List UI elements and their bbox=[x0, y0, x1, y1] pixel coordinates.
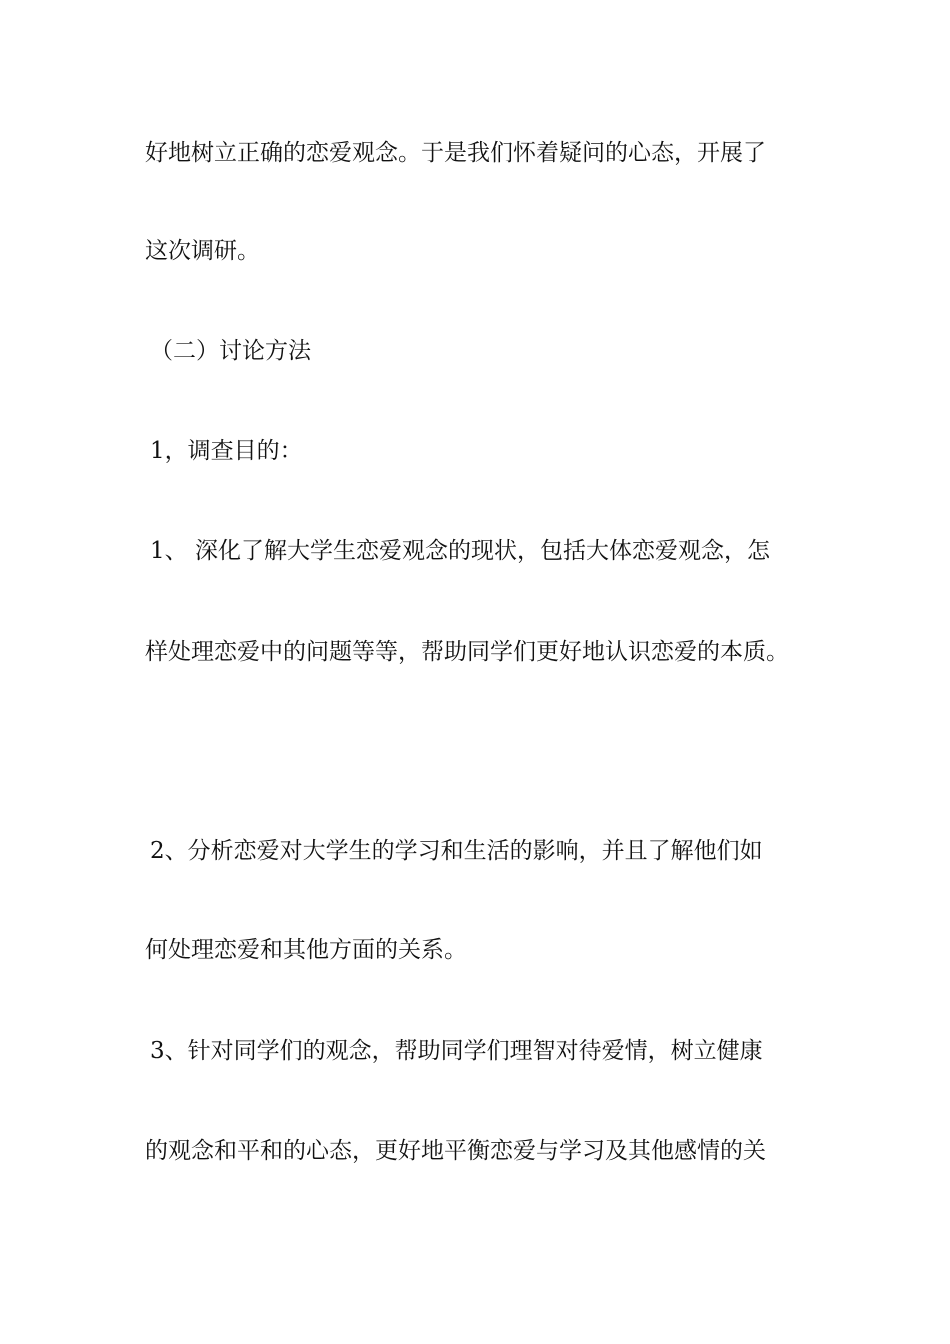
paragraph-line: 好地树立正确的恋爱观念。于是我们怀着疑问的心态，开展了 bbox=[145, 140, 766, 166]
list-item-line: 何处理恋爱和其他方面的关系。 bbox=[145, 937, 467, 963]
list-item-line: 的观念和平和的心态，更好地平衡恋爱与学习及其他感情的关 bbox=[145, 1138, 766, 1164]
paragraph-line: 这次调研。 bbox=[145, 238, 260, 264]
list-item-line: 样处理恋爱中的问题等等，帮助同学们更好地认识恋爱的本质。 bbox=[145, 639, 789, 665]
list-item-line: 1、 深化了解大学生恋爱观念的现状，包括大体恋爱观念，怎 bbox=[150, 538, 770, 564]
list-item-line: 3、针对同学们的观念，帮助同学们理智对待爱情，树立健康 bbox=[150, 1038, 763, 1064]
section-heading: （二）讨论方法 bbox=[150, 338, 311, 364]
subsection-heading: 1，调查目的： bbox=[150, 438, 303, 464]
list-item-line: 2、分析恋爱对大学生的学习和生活的影响，并且了解他们如 bbox=[150, 838, 763, 864]
